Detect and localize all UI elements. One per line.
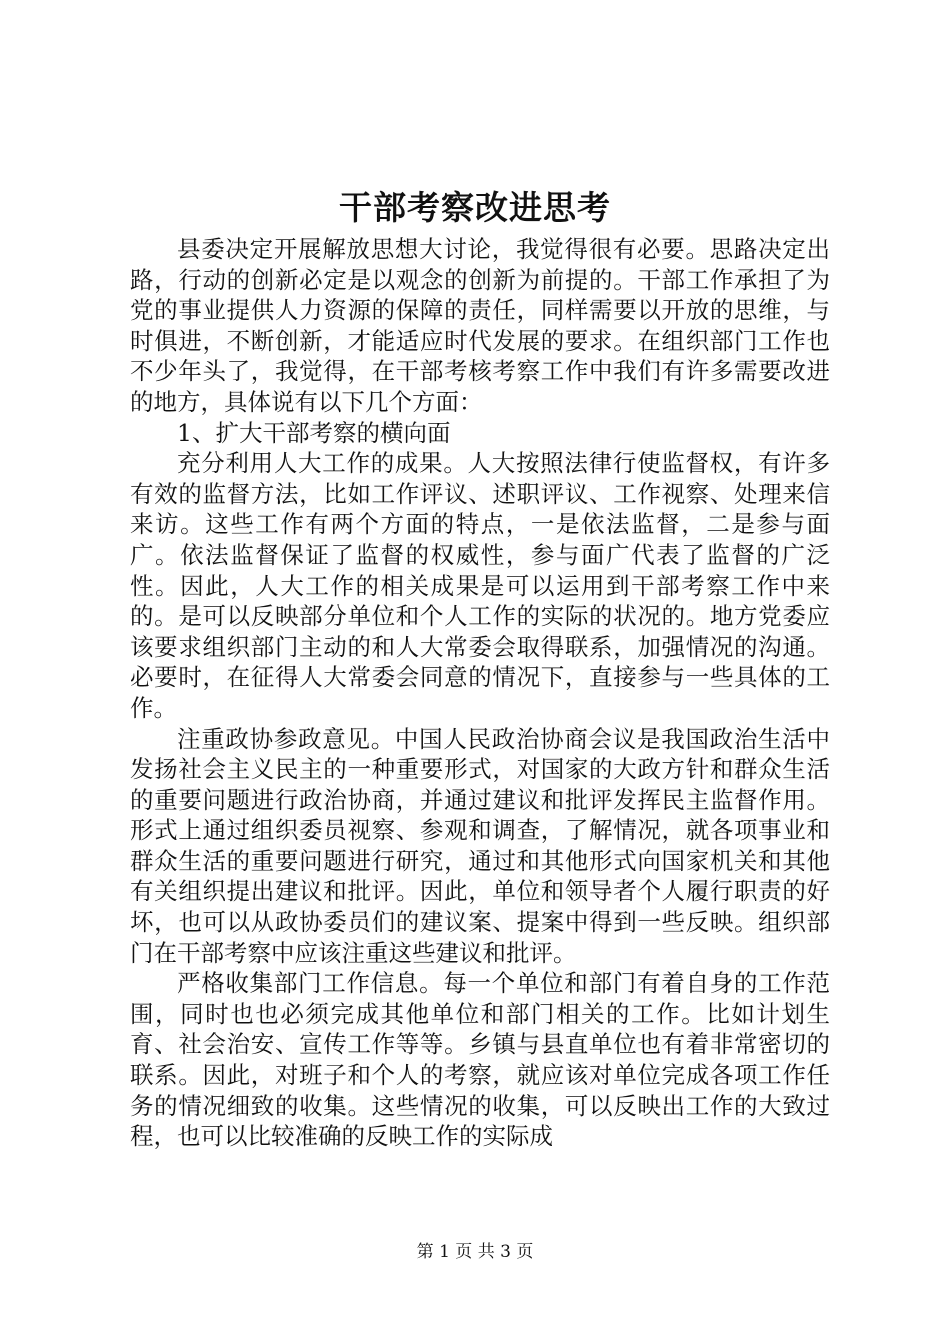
paragraph-department-info: 严格收集部门工作信息。每一个单位和部门有着自身的工作范围，同时也也必须完成其他单位和部门相关的工作。比如计划生育、社会治安、宣传工作等等。乡镇与县直单位也有着非常密切的联系。因此，对班子和个人的考察，就应该对单位完成各项工作任务的情况细致的收集。这些情况的收集，可以反映出工作的大致过程，也可以比较准确的反映工作的实际成 (130, 969, 830, 1151)
page-number-footer: 第 1 页 共 3 页 (416, 1242, 534, 1262)
paragraph-npc: 充分利用人大工作的成果。人大按照法律行使监督权，有许多有效的监督方法，比如工作评议、述职评议、工作视察、处理来信来访。这些工作有两个方面的特点，一是依法监督，二是参与面广。依法监督保证了监督的权威性，参与面广代表了监督的广泛性。因此，人大工作的相关成果是可以运用到干部考察工作中来的。是可以反映部分单位和个人工作的实际的状况的。地方党委应该要求组织部门主动的和人大常委会取得联系，加强情况的沟通。必要时，在征得人大常委会同意的情况下，直接参与一些具体的工作。 (130, 449, 830, 722)
section-heading: 1、扩大干部考察的横向面 (177, 418, 451, 447)
intro-paragraph: 县委决定开展解放思想大讨论，我觉得很有必要。思路决定出路，行动的创新必定是以观念的创新为前提的。干部工作承担了为党的事业提供人力资源的保障的责任，同样需要以开放的思维，与时俱进，不断创新，才能适应时代发展的要求。在组织部门工作也不少年头了，我觉得，在干部考核考察工作中我们有许多需要改进的地方，具体说有以下几个方面： (130, 235, 830, 416)
paragraph-cppcc: 注重政协参政意见。中国人民政治协商会议是我国政治生活中发扬社会主义民主的一种重要形式，对国家的大政方针和群众生活的重要问题进行政治协商，并通过建议和批评发挥民主监督作用。形式上通过组织委员视察、参观和调查，了解情况，就各项事业和群众生活的重要问题进行研究，通过和其他形式向国家机关和其他有关组织提出建议和批评。因此，单位和领导者个人履行职责的好坏，也可以从政协委员们的建议案、提案中得到一些反映。组织部门在干部考察中应该注重这些建议和批评。 (130, 724, 830, 967)
document-title: 干部考察改进思考 (339, 188, 611, 227)
document-body (130, 234, 830, 1152)
